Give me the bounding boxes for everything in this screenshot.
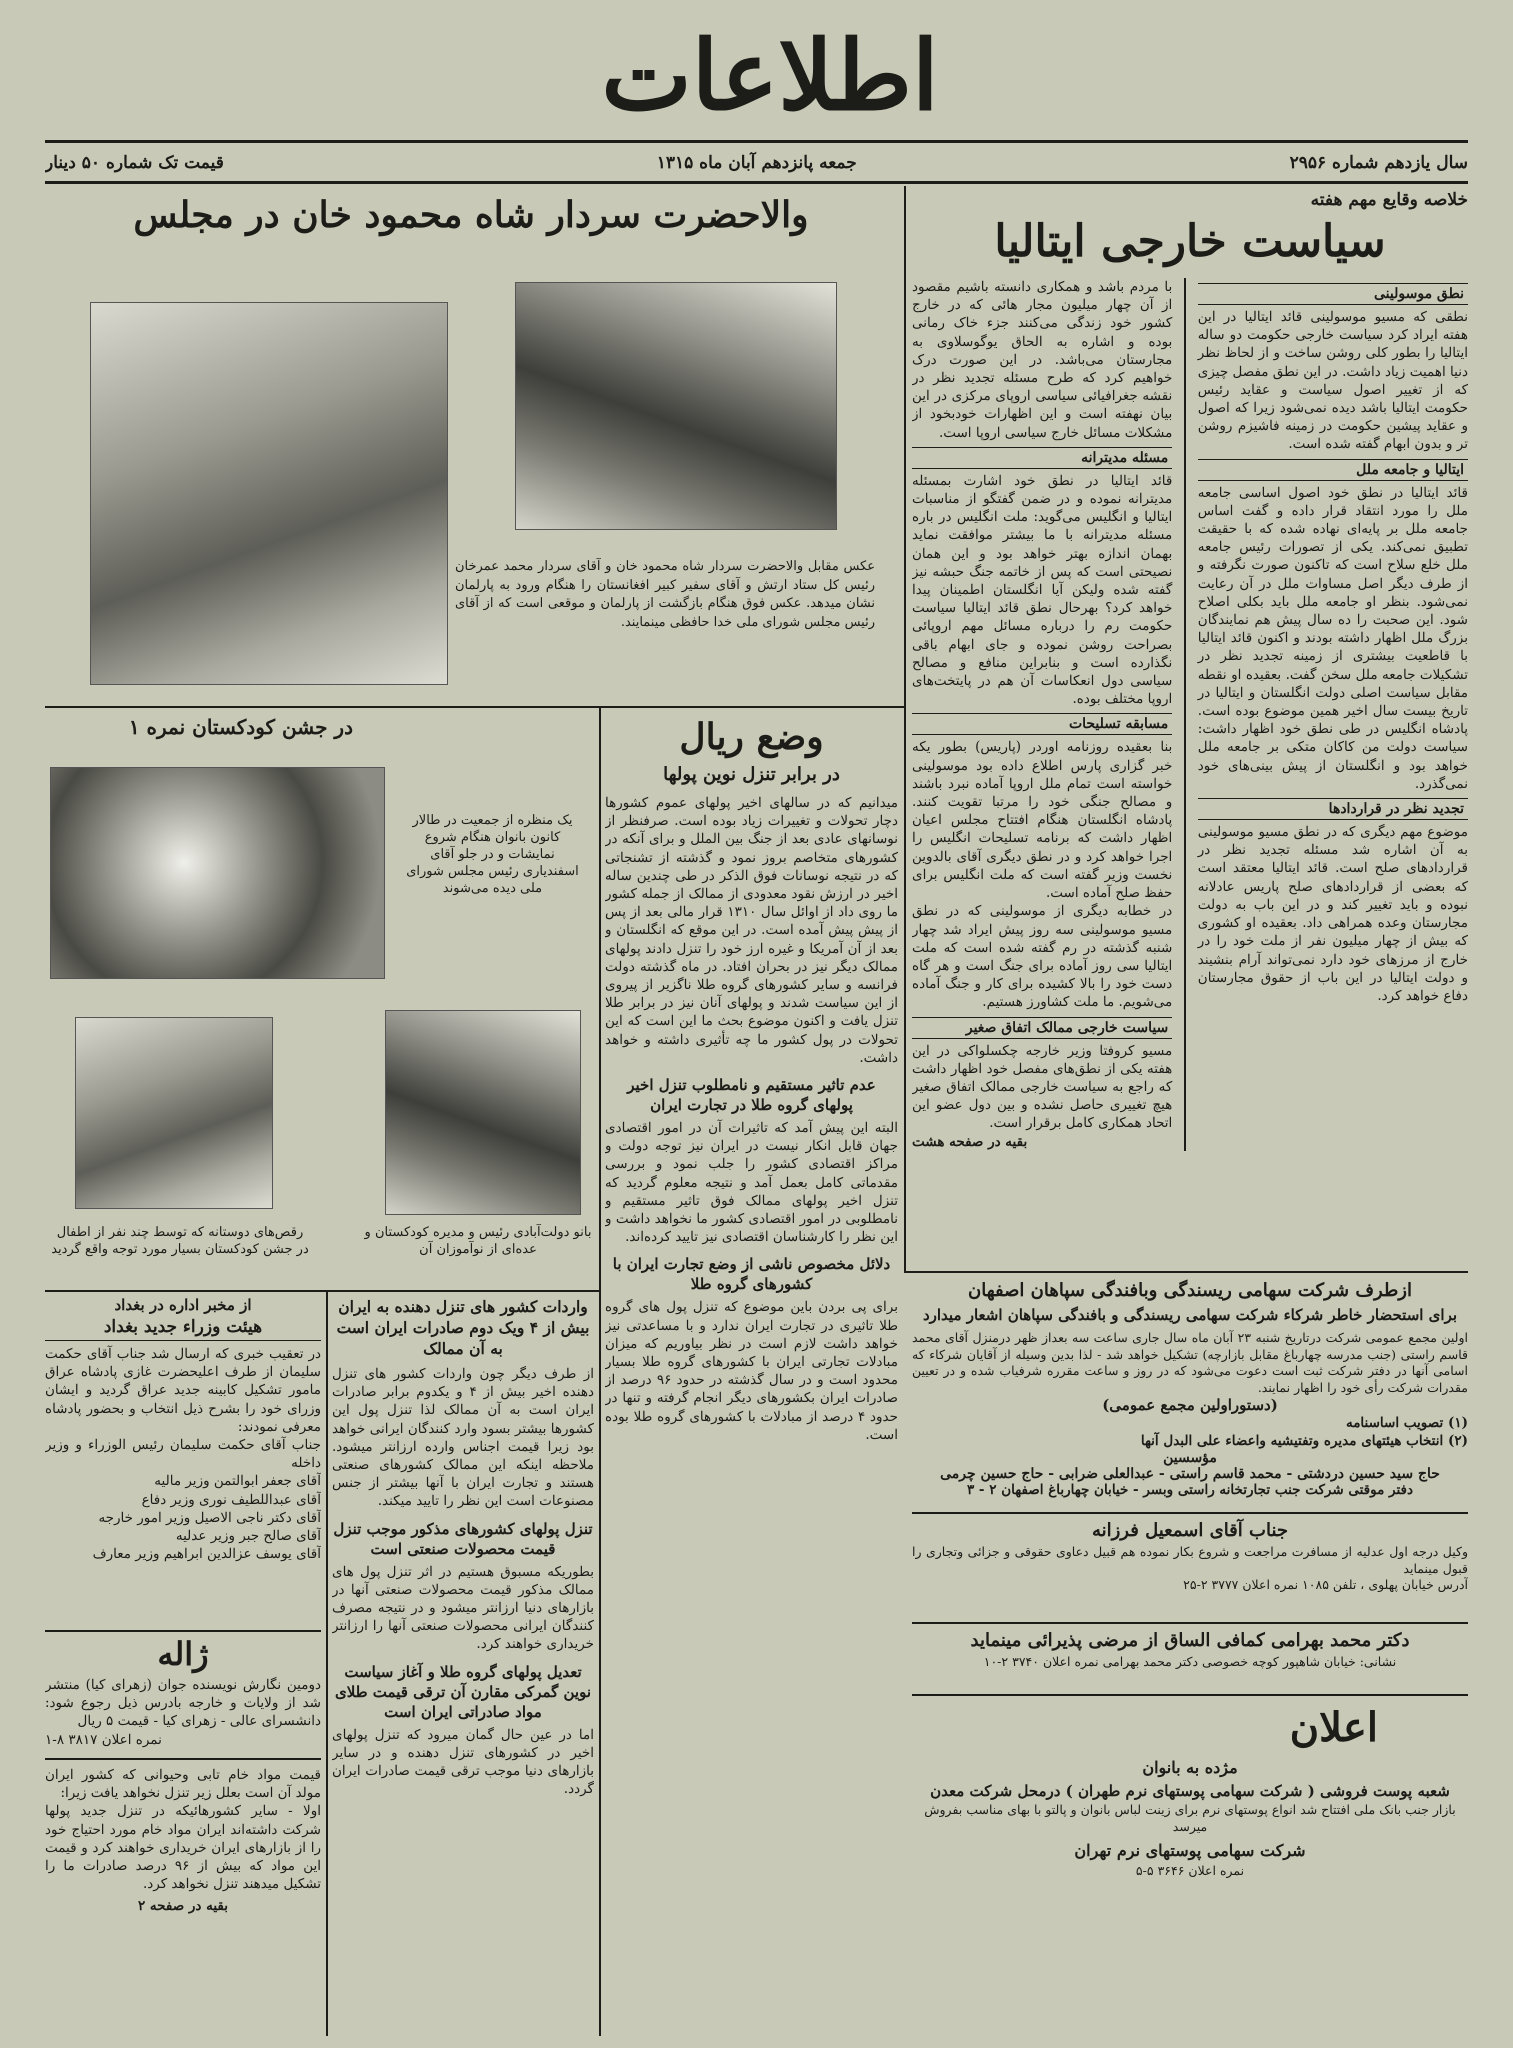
doctor-headline: دکتر محمد بهرامی کمافی الساق از مرضی پذیرائی مینماید [970,1630,1410,1651]
feature-section [45,190,897,702]
subhead-arms: مسابقه تسلیحات [912,713,1172,735]
minister-item: جناب آقای حکمت سلیمان رئیس الوزراء و وزیر داخله [45,1437,321,1472]
kindergarten-caption-left: رقص‌های دوستانه که توسط چند نفر از اطفال در جشن کودکستان بسیار مورد توجه واقع گردید [51,1225,309,1257]
isfahan-address: دفتر موقتی شرکت جنب تجارتخانه راستی وبسر - خیابان چهارباغ اصفهان ۲ - ۳ [966,1482,1414,1499]
col2-intro: با مردم باشد و همکاری دانسته باشیم مقصود از آن چهار میلیون مجار هائی که در خارج کشور خود زندگی می‌کنند جزء خاک رمانی بوده و اشاره به الحاق یوگوسلاوی به مجارستان می‌باشد. در این صورت درک خواهیم کرد که طرح مسئله تجدید نظر در نقشه جغرافیائی سیاسی اروپای مرکزی در این بیان نهفته است و این اظهارات خودبخود از مشکلات مسائل خارج سیاسی اروپا است. [912,279,1173,441]
subhead-speech: نطق موسولینی [1198,283,1468,305]
feature-caption: عکس مقابل والاحضرت سردار شاه محمود خان و آقای سردار محمد عمرخان رئیس کل ستاد ارتش و آقای سفیر کبیر افغانستان را هنگام ورود به پارلمان نشان میدهد. عکس فوق هنگام بازگشت از پارلمان و موقعی است که از آقای رئیس مجلس شورای ملی خدا حافظی مینمایند. [455,559,875,630]
info-bar [45,148,1468,178]
farzaneh-address: آدرس خیابان پهلوی ، تلفن ۱۰۸۵ نمره اعلان ۳۷۷۷ ۲-۲۵ [1183,1577,1468,1592]
ad-divider [912,1622,1468,1624]
notice-headline: اعلان [1289,1704,1378,1751]
notice-ad-number: نمره اعلان ۳۶۴۶ ۵-۵ [1135,1863,1245,1878]
photo-kindergarten-children [75,1017,273,1209]
summary-column-right [1198,278,1468,1151]
rial-headline: وضع ریال [679,716,824,758]
notice-ad [912,1700,1468,2032]
doctor-ad [912,1628,1468,1690]
imports-section [332,1296,594,2032]
zhaleh-headline: ژاله [157,1635,209,1673]
continued-note: بقیه در صفحه هشت [912,1133,1028,1150]
notice-sub: مژده به بانوان [1142,1758,1238,1777]
issue-date: جمعه پانزدهم آبان ماه ۱۳۱۵ [656,153,857,173]
subhead-revise: تجدید نظر در قراردادها [1198,798,1468,820]
column-divider [326,1290,328,2036]
column-divider [1184,278,1185,1151]
exports-note-point: اولا - سایر کشورهائیکه در تنزل جدید پولها شرکت داشته‌اند ایران مواد خام مورد احتیاج خود را از بازارهای ایران خریداری خواهند کرد و قیمت این مواد که بیش از ۹۶ درصد صادرات ما را تشکیل میدهند تنزل نخواهد کرد. [45,1803,321,1893]
rial-subhead-3: دلائل مخصوص ناشی از وضع تجارت ایران با کشورهای گروه طلا [612,1255,891,1294]
exports-note-body: قیمت مواد خام تابی وحیوانی که کشور ایران مولد آن است بعلل زیر تنزل نخواهد یافت زیرا: [45,1767,321,1802]
isfahan-headline: ازطرف شرکت سهامی ریسندگی وبافندگی سپاهان اصفهان [967,1280,1412,1301]
league-text: قائد ایتالیا در نطق خود اصول اساسی جامعه ملل را مورد انتقاد قرار داده و گفت اساس جامعه ملل بر پایه‌ای نهاده شده که با حقیقت تطبیق نمی‌کند. یکی از تصورات رئیس جامعه ملل خلع سلاح است که تاکنون صورت نگرفته و از طرف دیگر اصل مساوات ملل در آن رعایت نمی‌شود. بنظر او جامعه ملل باید بکلی اصلاح شود. این صحبت را ده سال پیش هم نمایندگان بزرگ ملل اظهار داشته بودند و اکنون قائد ایتالیا با قاطعیت بیشتری از زمینه تجدید نظر در تشکیلات جامعه ملل سخن گفت. بعقیده او نقطه مقابل سیاست اصلی دولت انگلستان و ایتالیا در تاریخ بیست سال اخیر همین موضوع بوده است. پادشاه انگلیس در طی نطق خود اظهار داشت: سیاست دولت من کاکان متکی بر جامعه ملل خواهد بود و انگلستان از پیش بینی‌های خود نمی‌گذرد. [1197,484,1468,792]
rial-section [605,712,898,2032]
imports-body: از طرف دیگر چون واردات کشور های تنزل دهنده اخیر بیش از ۴ و یکدوم برابر صادرات ایران است به آن ممالک لذا تنزل پول این کشورها بیشتر بسود وارد کنندگان ایرانی خواهد بود زیرا قیمت اجناس وارده ارزانتر میشود. ملاحظه اینکه این ممالک کشورهای صنعتی هستند و تجارت ایران با آنها بیشتر از جنس مصنوعات است این نظر را تایید میکند. [332,1366,594,1510]
notice-company: شرکت سهامی پوستهای نرم تهران [1074,1841,1306,1860]
imports-headline: واردات کشور های تنزل دهنده به ایران بیش از ۴ ویک دوم صادرات ایران است به آن ممالک [336,1297,590,1358]
isfahan-agenda-title: (دستوراولین مجمع عمومی) [1102,1396,1278,1414]
imports-subhead-3: تعدیل پولهای گروه طلا و آغاز سیاست نوین گمرکی مقارن آن ترقی قیمت طلای مواد صادراتی ایران است [334,1662,592,1721]
masthead-rule-bottom [45,181,1468,184]
farzaneh-headline: جناب آقای اسمعیل فرزانه [1091,1520,1289,1541]
isfahan-founders-title: مؤسسین [1163,1450,1217,1467]
summary-kicker: خلاصه وقایع مهم هفته [1310,190,1468,210]
summary-column-left [912,278,1172,1151]
summary-headline: سیاست خارجی ایتالیا [994,216,1386,267]
column-divider [599,706,601,2036]
imports-subhead-2: تنزل پولهای کشورهای مذکور موجب تنزل قیمت محصولات صنعتی است [333,1519,593,1558]
ad-divider [912,1694,1468,1696]
section-divider [904,1271,1468,1273]
col2-continued: در خطابه دیگری از موسولینی که در نطق مسیو موسولینی سه روز پیش ایراد شد چهار شنبه گذشته در رم گفته شده است که ملت ایتالیا سی روز آماده برای جنگ است و هر گاه دست خود را بالا کشیده برای کار و جنگ آماده می‌شویم. ما ملت کشاورز هستیم. [912,903,1173,1011]
agenda-item: (۱) تصویب اساسنامه [1345,1415,1468,1431]
kindergarten-caption-right: بانو دولت‌آبادی رئیس و مدیره کودکستان و عده‌ای از نوآموزان آن [364,1225,592,1257]
imports-body-2: بطوریکه مسبوق هستیم در اثر تنزل پول های ممالک مذکور قیمت محصولات صنعتی آنها در بازارهای دنیا ارزانتر میشود و در نتیجه مصرف کنندگان ایرانی محصولات صنعتی آنها را ارزانتر خریداری خواهند کرد. [332,1563,594,1653]
imports-body-3: اما در عین حال گمان میرود که تنزل پولهای اخیر در کشورهای تنزل دهنده و در سایر بازارهای دنیا موجب ترقی قیمت صادرات ایران گردد. [332,1726,594,1798]
exports-note [45,1766,321,2032]
summary-section [912,190,1468,1270]
section-divider [45,706,904,708]
isfahan-subline: برای استحضار خاطر شرکاء شرکت سهامی ریسندگی و بافندگی سپاهان اشعار میدارد [922,1306,1458,1324]
feature-headline: والاحضرت سردار شاه محمود خان در مجلس [133,194,809,236]
subhead-mediterranean: مسئله مدیترانه [912,447,1172,469]
mediterranean-text: قائد ایتالیا در نطق خود اشارت بمسئله مدیترانه نموده و در ضمن گفتگو از مناسبات ایتالیا و انگلیس می‌گوید: ملت انگلیس در باره مسئله مدیترانه با ما بیشتر موافقت نماید بهمان اندازه بهتر خواهد بود و این همان نصیحتی است که پس از خاتمه جنگ حبشه نیز گفته شده ولیکن آیا انگلستان اطمینان پیدا خواهد کرد؟ بهرحال نطق قائد ایتالیا سیاست حکومت رم را درباره مسائل مهم اروپائی بصراحت روشن نموده و جای ابهام باقی نگذارده است و بنابراین منافع و مصالح سیاسی دول انعکاسات آن هم در پایتخت‌های اروپا مختلف بوده. [912,472,1173,708]
issue-price: قیمت تک شماره ۵۰ دینار [45,153,224,173]
subhead-small-entente: سیاست خارجی ممالک اتفاق صغیر [912,1017,1172,1039]
agenda-item: (۲) انتخاب هیئتهای مدیره وتفتیشیه واعضاء علی البدل آنها [1140,1433,1468,1450]
zhaleh-ad [45,1630,321,1760]
section-divider [45,1290,600,1292]
rial-body: میدانیم که در سالهای اخیر پولهای عموم کشورها دچار تحولات و تغییرات زیاد بوده است. صرفنظر از نوسانهای عادی بعد از جنگ بین الملل و برای آنکه در کشورهای متخاصم بروز نمود و گذشته از تشنجاتی که در نتیجه نوسانات فوق الذکر در طی چندین ساله اخیر در ارزش نقود معدودی از ممالک از جمله کشور ما روی داد از اوائل سال ۱۳۱۰ قرار مالی بعد از پس از پیش پیش آمده است. در این موقع که انگلستان و بعد از آن آمریکا و غیره ارز خود را تنزل دادند پولهای ممالک دیگر نیز در بحران افتاد. در ماه گذشته دولت فرانسه و سایر کشورهای گروه طلا ناگزیر از پیروی از این سیاست شدند و پولهای آنان نیز در برابر طلا تنزل یافت و اکنون موضوع بحث ما این است که این تحولات در پول کشور ما چه تأثیری داشته و خواهد داشت. [605,795,898,1066]
rial-body-2: البته این پیش آمد که تاثیرات آن در امور اقتصادی جهان قابل انکار نیست در ایران نیز توجه دولت و مراکز اقتصادی کشور را جلب نمود و بررسی مقدماتی کامل بعمل آمد و نتیجه معلوم گردید که تنزل اخیر پولهای ممالک فوق تاثیر مستقیم و نامطلوبی در امور اقتصادی کشور ما نخواهد داشت و این نظر را کارشناسان اقتصادی نیز تایید کرده‌اند. [605,1120,898,1246]
masthead-title: اطلاعات [601,19,939,132]
minister-item: آقای یوسف عزالدین ابراهیم وزیر معارف [92,1546,321,1563]
notice-body: بازار جنب بانک ملی افتتاح شد انواع پوستهای نرم برای زینت لباس بانوان و پالتو با بهای مناسب بفروش میرسد [924,1802,1456,1834]
kindergarten-headline: در جشن کودکستان نمره ۱ [128,715,353,739]
zhaleh-ad-number: نمره اعلان ۳۸۱۷ ۸-۱ [45,1731,162,1748]
baghdad-headline: هیئت وزراء جدید بغداد [45,1314,321,1341]
isfahan-founders: حاج سید حسین دردشتی - محمد قاسم راستی - عبدالعلی ضرابی - حاج حسین چرمی [940,1466,1440,1483]
baghdad-kicker: از مخبر اداره در بغداد [114,1296,252,1314]
minister-item: آقای عبداللطیف نوری وزیر دفاع [141,1491,321,1508]
doctor-address: نشانی: خیابان شاهپور کوچه خصوصی دکتر محمد بهرامی نمره اعلان ۳۷۴۰ ۲-۱۰ [983,1654,1397,1669]
photo-parliament-entry [515,282,837,530]
revise-text: موضوع مهم دیگری که در نطق مسیو موسولینی به آن اشاره شد مسئله تجدید نظر در قراردادهای صلح است. قائد ایتالیا معتقد است که بعضی از قراردادهای صلح پاریس عادلانه نبوده و باید تغییر کند و در این باب به دولت مجارستان وعده همراهی داد. بعقیده او کشوری که بیش از چهار میلیون نفر از ملت خود را در خارج از مرزهای خود دارد نمی‌تواند آرام بنشیند و دولت ایتالیا در این باب از حقوق مجارستان دفاع خواهد کرد. [1197,824,1468,1004]
kindergarten-caption-top: یک منظره از جمعیت در طالار کانون بانوان هنگام شروع نمایشات و در جلو آقای اسفندیاری رئیس مجلس شورای ملی دیده می‌شوند [406,813,579,896]
kindergarten-section [45,712,593,1287]
photo-kindergarten-audience [50,767,385,979]
exports-continued: بقیه در صفحه ۲ [137,1898,229,1915]
minister-item: آقای دکتر ناجی الاصیل وزیر امور خارجه [98,1509,321,1526]
small-entente-text: مسیو کروفتا وزیر خارجه چکسلواکی در این هفته یکی از نطق‌های مفصل خود اظهار داشت که راجع به سیاست خارجی ممالک اتفاق صغیر هیچ تغییری حاصل نشده و بین دول عضو این اتحاد همکاری کامل برقرار است. [912,1042,1173,1132]
baghdad-body: در تعقیب خبری که ارسال شد جناب آقای حکمت سلیمان از طرف اعلیحضرت غازی پادشاه عراق مامور تشکیل کابینه جدید عراق گردید و ایشان وزرای خود را بشرح ذیل انتخاب و بحضور پادشاه معرفی نمودند: [45,1346,321,1435]
farzaneh-body: وکیل درجه اول عدلیه از مسافرت مراجعت و شروع بکار نموده هم قبیل دعاوی حقوقی و جزائی وتجاری را قبول مینماید [912,1544,1468,1576]
zhaleh-body: دومین نگارش نویسنده جوان (زهرای کیا) منتشر شد از ولایات و خارجه بادرس ذیل رجوع شود: دانشسرای عالی - زهرای کیا - قیمت ۵ ریال [45,1677,321,1730]
arms-text: بنا بعقیده روزنامه اوردر (پاریس) بطور یکه خبر گزاری پارس اطلاع داده بود موسولینی خواسته است تمام ملل اروپا آماده نبرد باشند و مصالح جنگی خود را مرتبا تقویت کنند. پادشاه انگلستان هنگام افتتاح مجلس اعیان اظهار داشت که برنامه تسلیحات انگلیس را اجرا خواهد کرد و در نطق دیگری آقای بالدوین نخست وزیر گفته است که ملت انگلیس برای حفظ صلح آماده است. [912,739,1173,902]
rial-subhead: در برابر تنزل نوین پولها [663,764,840,785]
speech-text: نطقی که مسیو موسولینی قائد ایتالیا در این هفته ایراد کرد سیاست خارجی حکومت دو ساله ایتالیا را بطور کلی روشن ساخت و از لحاظ نظر دنیا اهمیت زیاد داشت. در این نطق مفصل چیزی که از تغییر اصول سیاست و عقاید رئیس حکومت ایتالیا باشد دیده نمی‌شود زیرا که اصول و عقاید پیشین حکومت در زمینه فاشیزم روشن تر و بدون ابهام گفته شده است. [1197,309,1468,453]
issue-number: ۲۹۵۶ [1289,153,1327,173]
baghdad-section [45,1296,321,1626]
notice-line1: شعبه پوست فروشی ( شرکت سهامی پوستهای نرم طهران ) درمحل شرکت معدن [930,1782,1450,1800]
isfahan-body: اولین مجمع عمومی شرکت درتاریخ شنبه ۲۳ آبان ماه سال جاری ساعت سه بعداز ظهر درمنزل آقای محمد قاسم راستی (جنب مدرسه چهارباغ مقابل بازارچه) تشکیل خواهد شد - لذا بدین وسیله از آقایان شرکاء که اسامی آنها در دفتر شرکت ثبت است دعوت می‌شود که در روز و ساعت مقرره شرفیاب شده و در تعیین مقدرات شرکت رأی خود را اظهار نمایند. [912,1330,1468,1395]
ad-divider [912,1512,1468,1514]
minister-item: آقای جعفر ابوالتمن وزیر مالیه [154,1473,321,1490]
year-issue: سال یازدهم شماره ۲۹۵۶ [1289,153,1468,173]
farzaneh-ad [912,1518,1468,1618]
masthead-rule-top [45,140,1468,143]
column-divider [904,186,906,1271]
photo-kindergarten-staff [385,1010,581,1215]
minister-item: آقای صالح جبر وزیر عدلیه [175,1528,321,1545]
subhead-league: ایتالیا و جامعه ملل [1198,459,1468,481]
rial-subhead-2: عدم تاثیر مستقیم و نامطلوب تنزل اخیر پولهای گروه طلا در تجارت ایران [627,1076,876,1115]
isfahan-ad [912,1278,1468,1508]
rial-body-3: برای پی بردن باین موضوع که تنزل پول های گروه طلا تاثیری در تجارت ایران ندارد و با مساعدتی نیز خواهد داشت لازم است در نظر بیاوریم که میزان مبادلات تجارتی ایران با کشورهای گروه طلا بسیار محدود است و در سال گذشته در حدود ۹۶ درصد از صادرات ایران بکشورهای دیگر انجام گرفته و تنها در حدود ۴ درصد از مبادلات با کشورهای گروه طلا بوده است. [605,1299,898,1443]
photo-parliament-exit [90,302,448,685]
